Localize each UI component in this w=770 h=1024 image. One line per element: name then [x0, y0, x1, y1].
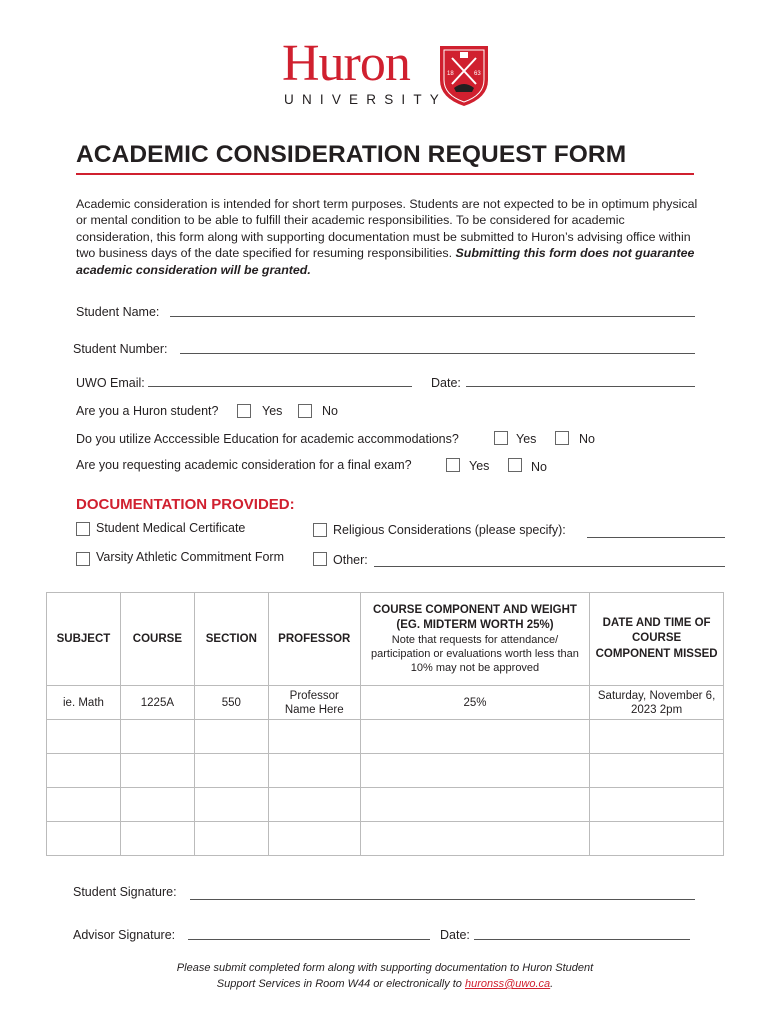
- cell-empty[interactable]: [268, 822, 360, 856]
- cell-empty[interactable]: [360, 788, 589, 822]
- uwo-email-label: UWO Email:: [76, 376, 145, 390]
- cell-empty[interactable]: [590, 754, 724, 788]
- title-rule: [76, 173, 694, 175]
- advisor-signature-field[interactable]: [188, 939, 430, 940]
- religious-checkbox[interactable]: [313, 523, 327, 537]
- advisor-signature-label: Advisor Signature:: [73, 928, 176, 942]
- table-row: [47, 686, 724, 720]
- cell-empty[interactable]: [268, 788, 360, 822]
- religious-label: Religious Considerations (please specify):: [333, 523, 566, 537]
- shield-year-left: 18: [447, 71, 454, 77]
- header-subject: SUBJECT: [47, 593, 121, 686]
- cell-course: 1225A: [120, 686, 194, 720]
- huron-student-question: Are you a Huron student?: [76, 404, 219, 418]
- cell-empty[interactable]: [194, 754, 268, 788]
- intro-text: Academic consideration is intended for short term purposes. Students are not expected to be in optimum physical or mental condition to be able to fulfill their academic responsibilities. To be considered for academic consideration, this form along with supporting documentation must be submitted to Huron’s advising office within two business days of the date specified for resuming responsibilities.: [76, 197, 698, 261]
- cell-empty[interactable]: [194, 822, 268, 856]
- date-label: Date:: [431, 376, 461, 390]
- accessible-no-label: No: [579, 432, 595, 446]
- table-row: [47, 754, 724, 788]
- cell-empty[interactable]: [590, 822, 724, 856]
- cell-empty[interactable]: [120, 720, 194, 754]
- header-component: [360, 593, 589, 686]
- form-title: ACADEMIC CONSIDERATION REQUEST FORM: [76, 141, 627, 168]
- cell-date-time: Saturday, November 6, 2023 2pm: [590, 686, 724, 720]
- date-field[interactable]: [466, 386, 695, 387]
- student-number-field[interactable]: [180, 353, 695, 354]
- student-number-label: Student Number:: [73, 342, 168, 356]
- accessible-yes-label: Yes: [516, 432, 537, 446]
- footer-email-link[interactable]: huronss@uwo.ca: [465, 978, 551, 990]
- cell-empty[interactable]: [47, 822, 121, 856]
- cell-empty[interactable]: [360, 822, 589, 856]
- accessible-ed-question: Do you utilize Acccessible Education for academic accommodations?: [76, 432, 459, 446]
- religious-specify-field[interactable]: [587, 537, 725, 538]
- huron-no-label: No: [322, 404, 338, 418]
- huron-yes-label: Yes: [262, 404, 283, 418]
- student-name-label: Student Name:: [76, 305, 160, 319]
- student-name-field[interactable]: [170, 316, 695, 317]
- header-date-time: DATE AND TIME OF COURSE COMPONENT MISSED: [590, 593, 724, 686]
- cell-empty[interactable]: [590, 720, 724, 754]
- cell-empty[interactable]: [47, 788, 121, 822]
- logo-subtitle: UNIVERSITY: [284, 92, 448, 107]
- student-signature-field[interactable]: [190, 899, 695, 900]
- table-row: [47, 720, 724, 754]
- cell-professor: Professor Name Here: [268, 686, 360, 720]
- course-table: [46, 592, 724, 856]
- documentation-heading: DOCUMENTATION PROVIDED:: [76, 496, 295, 513]
- cell-empty[interactable]: [268, 754, 360, 788]
- cell-empty[interactable]: [47, 720, 121, 754]
- other-specify-field[interactable]: [374, 566, 725, 567]
- header-section: SECTION: [194, 593, 268, 686]
- final-exam-no-checkbox[interactable]: [508, 458, 522, 472]
- header-course: COURSE: [120, 593, 194, 686]
- huron-yes-checkbox[interactable]: [237, 404, 251, 418]
- accessible-yes-checkbox[interactable]: [494, 431, 508, 445]
- medical-label: Student Medical Certificate: [96, 521, 246, 535]
- huron-no-checkbox[interactable]: [298, 404, 312, 418]
- table-header-row: [47, 593, 724, 686]
- cell-empty[interactable]: [120, 822, 194, 856]
- cell-empty[interactable]: [194, 720, 268, 754]
- cell-empty[interactable]: [120, 754, 194, 788]
- shield-logo-icon: [438, 44, 490, 108]
- final-exam-no-label: No: [531, 460, 547, 474]
- shield-year-right: 63: [474, 71, 481, 77]
- student-signature-label: Student Signature:: [73, 885, 177, 899]
- header-component-title: COURSE COMPONENT AND WEIGHT (EG. MIDTERM WORTH 25%): [372, 604, 577, 631]
- cell-empty[interactable]: [360, 720, 589, 754]
- intro-emphasis: Submitting this form does not guarantee academic consideration will be granted.: [76, 246, 695, 277]
- medical-checkbox[interactable]: [76, 522, 90, 536]
- header-component-note: Note that requests for attendance/ participation or evaluations worth less than 10% may not be approved: [371, 634, 579, 674]
- advisor-date-label: Date:: [440, 928, 470, 942]
- other-checkbox[interactable]: [313, 552, 327, 566]
- other-label: Other:: [333, 553, 368, 567]
- cell-empty[interactable]: [360, 754, 589, 788]
- cell-empty[interactable]: [590, 788, 724, 822]
- cell-section: 550: [194, 686, 268, 720]
- final-exam-yes-label: Yes: [469, 459, 490, 473]
- cell-empty[interactable]: [120, 788, 194, 822]
- intro-paragraph: [76, 196, 701, 278]
- final-exam-question: Are you requesting academic consideration for a final exam?: [76, 458, 412, 472]
- logo-wordmark: Huron: [282, 35, 410, 92]
- cell-empty[interactable]: [194, 788, 268, 822]
- cell-component: 25%: [360, 686, 589, 720]
- footer-end: .: [550, 978, 554, 990]
- table-row: [47, 788, 724, 822]
- final-exam-yes-checkbox[interactable]: [446, 458, 460, 472]
- table-row: [47, 822, 724, 856]
- accessible-no-checkbox[interactable]: [555, 431, 569, 445]
- advisor-date-field[interactable]: [474, 939, 690, 940]
- uwo-email-field[interactable]: [148, 386, 412, 387]
- footer-text: Please submit completed form along with supporting documentation to Huron Student Support Services in Room W44 or electronically to: [176, 962, 594, 990]
- footer-note: [160, 960, 610, 992]
- cell-empty[interactable]: [268, 720, 360, 754]
- varsity-checkbox[interactable]: [76, 552, 90, 566]
- header-professor: PROFESSOR: [268, 593, 360, 686]
- cell-empty[interactable]: [47, 754, 121, 788]
- cell-subject: ie. Math: [47, 686, 121, 720]
- varsity-label: Varsity Athletic Commitment Form: [96, 550, 285, 564]
